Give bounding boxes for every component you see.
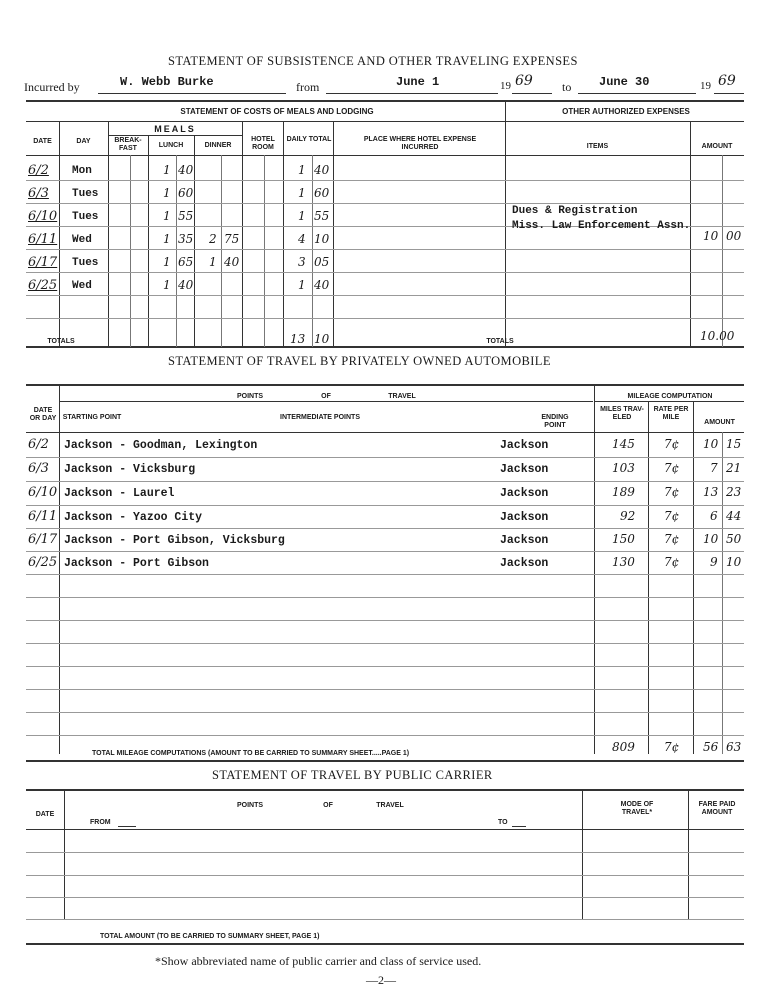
meal-date: 6/10	[28, 209, 58, 224]
auto-rate: 7¢	[664, 509, 680, 523]
meal-day: Tues	[72, 188, 99, 200]
intermediate-points-header: INTERMEDIATE POINTS	[280, 414, 360, 421]
auto-rate: 7¢	[664, 461, 680, 475]
lunch-dollars: 1	[163, 163, 171, 177]
auto-date: 6/25	[28, 555, 58, 570]
lunch-header: LUNCH	[158, 142, 184, 149]
meals-total-dollars: 13	[290, 332, 306, 346]
meal-date: 6/2	[28, 163, 49, 178]
auto-route: Jackson - Yazoo City	[64, 511, 203, 524]
auto-amount-cents: 10	[726, 555, 742, 569]
meal-date: 6/11	[28, 232, 58, 247]
meals-date-header: DATE	[33, 138, 52, 145]
amount-header: AMOUNT	[701, 143, 733, 150]
total-cents: 55	[314, 209, 330, 223]
mileage-total-label: TOTAL MILEAGE COMPUTATIONS (AMOUNT TO BE CARRIED TO SUMMARY SHEET.....PAGE 1)	[92, 750, 410, 757]
auto-miles: 130	[612, 555, 635, 569]
auto-amount-dollars: 13	[703, 485, 719, 499]
other-totals-label: TOTALS	[486, 338, 514, 345]
points-header: POINTS	[236, 393, 264, 400]
auto-amount-cents: 50	[726, 532, 742, 546]
to-date: June 30	[599, 75, 650, 89]
carrier-to-header: TO	[498, 819, 508, 826]
mileage-header: MILEAGE COMPUTATION	[627, 393, 713, 400]
total-dollars: 1	[298, 163, 306, 177]
incurred-by-label: Incurred by	[24, 80, 80, 94]
auto-date: 6/2	[28, 437, 49, 452]
other-amount-cents: 00	[726, 229, 742, 243]
miles-header: MILES TRAV-ELED	[600, 406, 644, 421]
page-number: —2—	[366, 973, 396, 987]
auto-route: Jackson - Laurel	[64, 487, 175, 500]
place-header: PLACE WHERE HOTEL EXPENSE INCURRED	[363, 136, 477, 151]
rate-header: RATE PER MILE	[653, 406, 689, 421]
auto-amount-cents: 15	[726, 437, 742, 451]
ending-point-header: ENDING POINT	[541, 414, 569, 429]
lunch-dollars: 1	[163, 278, 171, 292]
auto-ending: Jackson	[500, 463, 549, 476]
auto-route: Jackson - Port Gibson, Vicksburg	[64, 534, 285, 547]
carrier-total-label: TOTAL AMOUNT (TO BE CARRIED TO SUMMARY SHEET, PAGE 1)	[100, 933, 320, 940]
dinner-cents: 75	[224, 232, 240, 246]
total-miles: 809	[612, 740, 635, 754]
fare-paid-header: FARE PAID AMOUNT	[698, 801, 736, 816]
from-label: from	[296, 80, 320, 94]
carrier-points-header: POINTS	[236, 802, 264, 809]
auto-amount-cents: 23	[726, 485, 742, 499]
other-amount-dollars: 10	[703, 229, 719, 243]
footnote: *Show abbreviated name of public carrier and class of service used.	[155, 954, 482, 968]
auto-route: Jackson - Port Gibson	[64, 557, 209, 570]
auto-amount-header: AMOUNT	[704, 419, 735, 426]
from-date: June 1	[396, 75, 440, 89]
dinner-dollars: 2	[209, 232, 217, 246]
auto-rate: 7¢	[664, 532, 680, 546]
auto-amount-dollars: 10	[703, 437, 719, 451]
breakfast-header: BREAK-FAST	[114, 137, 142, 152]
other-item: Dues & Registration	[512, 205, 638, 217]
lunch-dollars: 1	[163, 186, 171, 200]
total-rate: 7¢	[664, 740, 680, 754]
incurred-by-value: W. Webb Burke	[120, 75, 214, 89]
auto-amount-dollars: 7	[710, 461, 718, 475]
auto-ending: Jackson	[500, 534, 549, 547]
carrier-from-header: FROM	[90, 819, 111, 826]
of-header: OF	[321, 393, 331, 400]
auto-route: Jackson - Vicksburg	[64, 463, 196, 476]
auto-miles: 145	[612, 437, 635, 451]
lunch-cents: 65	[178, 255, 194, 269]
auto-miles: 103	[612, 461, 635, 475]
auto-amount-dollars: 6	[710, 509, 718, 523]
lunch-dollars: 1	[163, 209, 171, 223]
auto-route: Jackson - Goodman, Lexington	[64, 439, 258, 452]
to-year-prefix: 19	[700, 80, 711, 92]
travel-header: TRAVEL	[388, 393, 416, 400]
meals-totals-label: TOTALS	[47, 338, 75, 345]
meals-header: MEALS	[154, 124, 196, 134]
from-year: 69	[515, 73, 533, 89]
items-header: ITEMS	[586, 143, 609, 150]
total-dollars: 1	[298, 278, 306, 292]
mode-of-travel-header: MODE OF TRAVEL*	[620, 801, 654, 816]
to-label: to	[562, 80, 572, 94]
dinner-header: DINNER	[204, 142, 232, 149]
lunch-cents: 40	[178, 278, 194, 292]
from-year-prefix: 19	[500, 80, 511, 92]
meal-day: Mon	[72, 165, 92, 177]
starting-point-header: STARTING POINT	[62, 414, 122, 421]
total-dollars: 1	[298, 186, 306, 200]
meal-day: Tues	[72, 211, 99, 223]
auto-amount-dollars: 9	[710, 555, 718, 569]
total-dollars: 4	[298, 232, 306, 246]
total-cents: 40	[314, 163, 330, 177]
dinner-cents: 40	[224, 255, 240, 269]
lunch-cents: 40	[178, 163, 194, 177]
meal-day: Wed	[72, 234, 92, 246]
meal-date: 6/3	[28, 186, 49, 201]
dinner-dollars: 1	[209, 255, 217, 269]
auto-rate: 7¢	[664, 485, 680, 499]
total-cents: 60	[314, 186, 330, 200]
auto-amount-cents: 44	[726, 509, 742, 523]
auto-miles: 189	[612, 485, 635, 499]
total-cents: 40	[314, 278, 330, 292]
auto-date: 6/17	[28, 532, 58, 547]
auto-ending: Jackson	[500, 439, 549, 452]
auto-date-header: DATE OR DAY	[29, 407, 57, 422]
auto-ending: Jackson	[500, 511, 549, 524]
auto-ending: Jackson	[500, 487, 549, 500]
meal-date: 6/17	[28, 255, 58, 270]
lunch-cents: 60	[178, 186, 194, 200]
to-year: 69	[718, 73, 736, 89]
auto-date: 6/11	[28, 509, 58, 524]
auto-title: STATEMENT OF TRAVEL BY PRIVATELY OWNED AUTOMOBILE	[168, 354, 551, 368]
auto-rate: 7¢	[664, 437, 680, 451]
lunch-dollars: 1	[163, 232, 171, 246]
meal-day: Tues	[72, 257, 99, 269]
lunch-cents: 55	[178, 209, 194, 223]
meals-section-title: STATEMENT OF COSTS OF MEALS AND LODGING	[180, 107, 374, 116]
carrier-of-header: OF	[323, 802, 333, 809]
other-expenses-title: OTHER AUTHORIZED EXPENSES	[562, 107, 690, 116]
carrier-date-header: DATE	[35, 811, 55, 818]
total-dollars: 3	[298, 255, 306, 269]
daily-total-header: DAILY TOTAL	[286, 136, 332, 143]
expenses-title: STATEMENT OF SUBSISTENCE AND OTHER TRAVELING EXPENSES	[168, 54, 578, 68]
auto-rate: 7¢	[664, 555, 680, 569]
other-total: 10.00	[700, 329, 735, 343]
total-cents: 05	[314, 255, 330, 269]
meal-day: Wed	[72, 280, 92, 292]
hotel-room-header: HOTEL ROOM	[251, 136, 275, 151]
meals-day-header: DAY	[76, 138, 91, 145]
total-dollars: 1	[298, 209, 306, 223]
total-cents: 10	[314, 232, 330, 246]
auto-date: 6/10	[28, 485, 58, 500]
meal-date: 6/25	[28, 278, 58, 293]
auto-miles: 150	[612, 532, 635, 546]
carrier-travel-header: TRAVEL	[376, 802, 404, 809]
auto-amount-cents: 21	[726, 461, 742, 475]
meals-total-cents: 10	[314, 332, 330, 346]
auto-date: 6/3	[28, 461, 49, 476]
auto-amount-dollars: 10	[703, 532, 719, 546]
mileage-total-cents: 63	[726, 740, 742, 754]
carrier-title: STATEMENT OF TRAVEL BY PUBLIC CARRIER	[212, 768, 493, 782]
auto-ending: Jackson	[500, 557, 549, 570]
lunch-dollars: 1	[163, 255, 171, 269]
auto-miles: 92	[620, 509, 636, 523]
lunch-cents: 35	[178, 232, 194, 246]
mileage-total-dollars: 56	[703, 740, 719, 754]
other-item: Miss. Law Enforcement Assn.	[512, 220, 691, 232]
